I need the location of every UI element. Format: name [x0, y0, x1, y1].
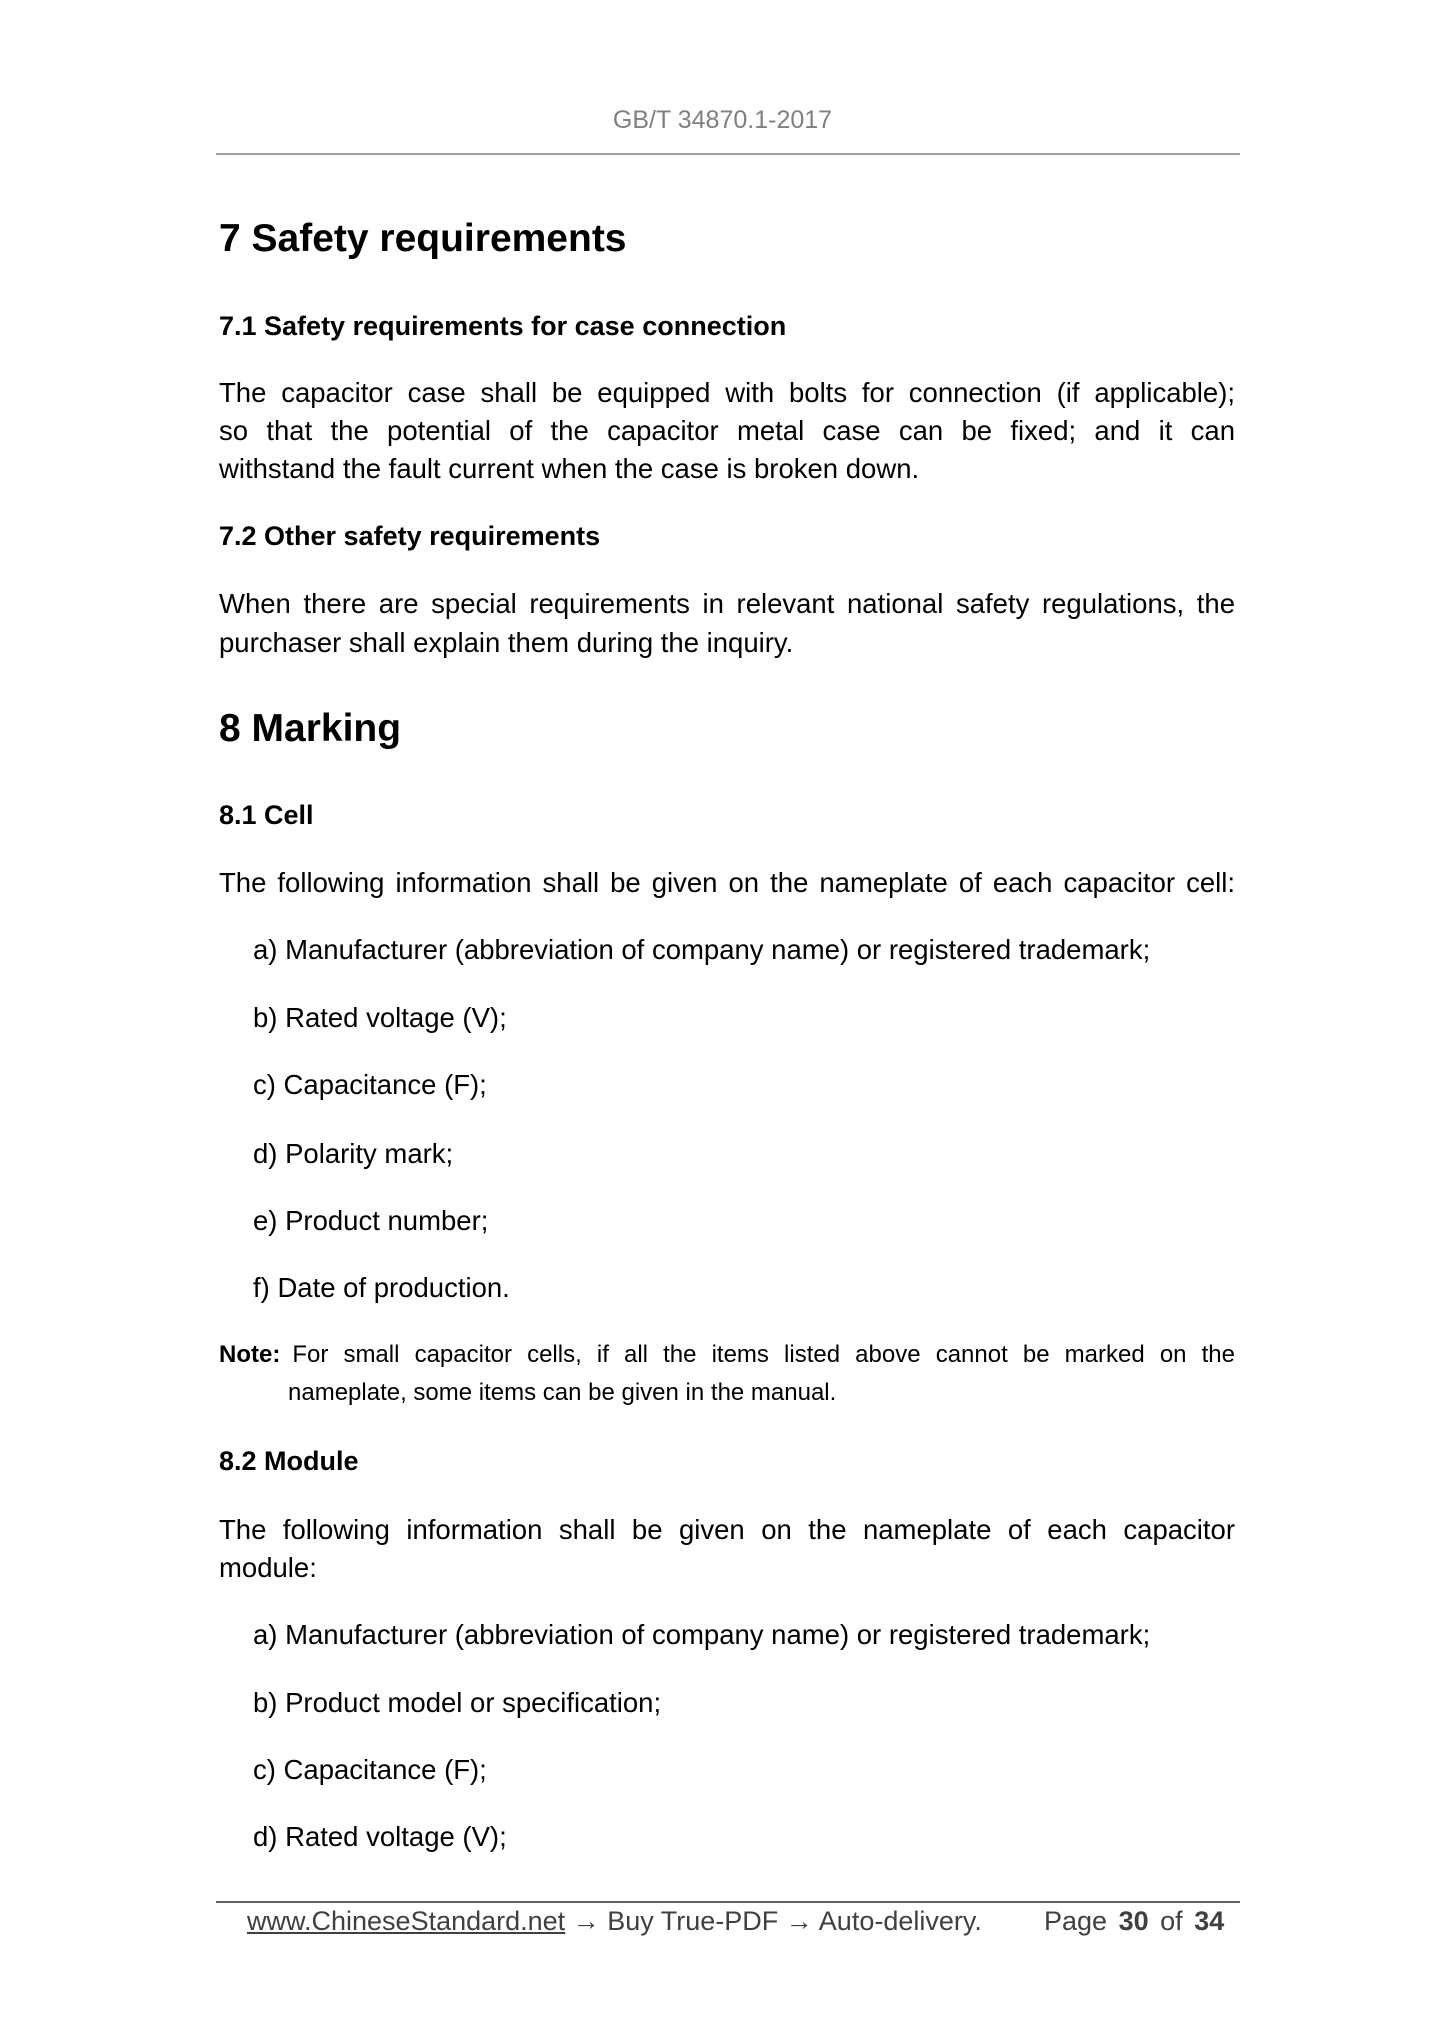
page-total: 34	[1194, 1906, 1225, 1936]
para-line: so that the potential of the capacitor metal case can be fixed; and it can	[219, 415, 1235, 446]
list-item: b) Product model or specification;	[253, 1687, 662, 1718]
note	[219, 1339, 1235, 1371]
section-8-heading: 8 Marking	[219, 707, 402, 750]
list-item: e) Product number;	[253, 1205, 489, 1236]
section-8-2-heading: 8.2 Module	[219, 1446, 359, 1476]
footer-rule	[216, 1901, 1240, 1903]
page-label: Page	[1044, 1906, 1108, 1936]
list-item: c) Capacitance (F);	[253, 1069, 487, 1100]
header-doc-id: GB/T 34870.1-2017	[612, 106, 833, 134]
header-rule	[216, 153, 1240, 155]
note-text: nameplate, some items can be given in the manual.	[288, 1379, 837, 1406]
arrow-icon: →	[785, 1906, 813, 1936]
list-item: d) Rated voltage (V);	[253, 1821, 507, 1852]
of-label: of	[1160, 1906, 1183, 1936]
footer-link[interactable]: www.ChineseStandard.net	[247, 1906, 566, 1936]
list-item: c) Capacitance (F);	[253, 1754, 487, 1785]
para-line: withstand the fault current when the case is broken down.	[219, 453, 920, 484]
page-number: 30	[1118, 1906, 1149, 1936]
section-7-heading: 7 Safety requirements	[219, 217, 627, 260]
list-item: a) Manufacturer (abbreviation of company name) or registered trademark;	[253, 1619, 1151, 1650]
footer-delivery: Auto-delivery.	[818, 1906, 982, 1936]
list-item: d) Polarity mark;	[253, 1138, 454, 1169]
note-text: For small capacitor cells, if all the items listed above cannot be marked on the	[292, 1341, 1235, 1368]
footer-promo	[247, 1904, 982, 1938]
page-indicator	[1044, 1904, 1224, 1938]
para-line: When there are special requirements in relevant national safety regulations, the	[219, 588, 1235, 619]
arrow-icon: →	[572, 1906, 600, 1936]
section-8-1-heading: 8.1 Cell	[219, 800, 314, 830]
list-item: a) Manufacturer (abbreviation of company name) or registered trademark;	[253, 934, 1151, 965]
section-7-2-heading: 7.2 Other safety requirements	[219, 521, 601, 551]
para-line: The capacitor case shall be equipped with bolts for connection (if applicable);	[219, 377, 1235, 408]
para-line: The following information shall be given on the nameplate of each capacitor cell:	[219, 867, 1235, 898]
footer-buy: Buy True-PDF	[607, 1906, 779, 1936]
list-item: f) Date of production.	[253, 1272, 510, 1303]
para-line: purchaser shall explain them during the inquiry.	[219, 627, 794, 658]
note-label: Note:	[219, 1341, 281, 1368]
section-7-1-heading: 7.1 Safety requirements for case connection	[219, 311, 787, 341]
list-item: b) Rated voltage (V);	[253, 1002, 507, 1033]
para-line: The following information shall be given on the nameplate of each capacitor	[219, 1514, 1235, 1545]
para-line: module:	[219, 1552, 317, 1583]
